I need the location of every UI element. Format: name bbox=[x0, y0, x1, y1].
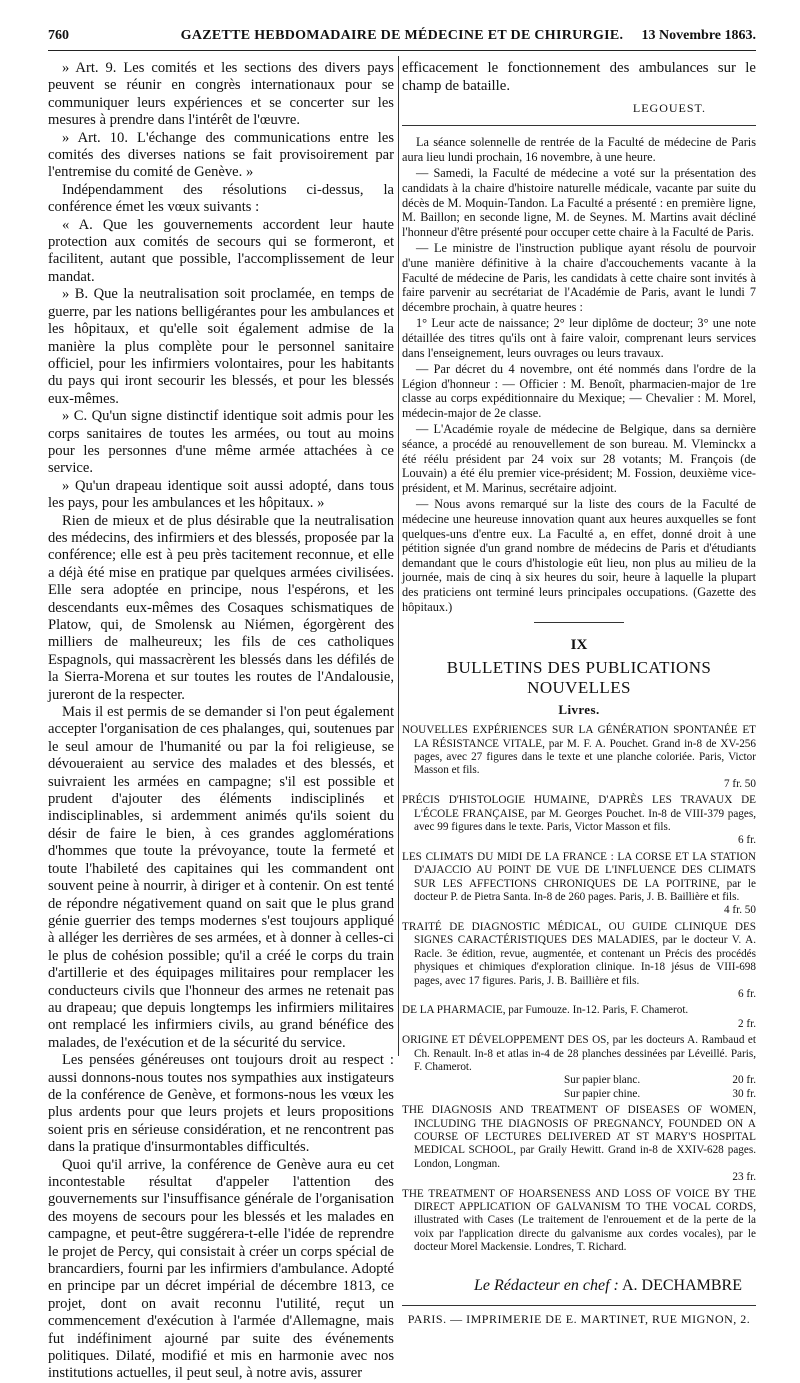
article-paragraph: « A. Que les gouvernements accordent leur haute protection aux comités de secours qui se formeront, et facilitent, autant que possible, l'accomplissement de leur mandat. bbox=[48, 216, 394, 285]
article-paragraph: » Qu'un drapeau identique soit aussi adopté, dans tous les pays, pour les ambulances et les hôpitaux. » bbox=[48, 477, 394, 512]
imprint-rule bbox=[402, 1305, 756, 1306]
news-item: — Nous avons remarqué sur la liste des cours de la Faculté de médecine une heureuse innovation quant aux heures auxquelles se font quelques-uns d'entre eux. La Faculté a, en effet, donné droit à une pétition signée d'un grand nombre de médecins de Paris et d'étudiants demandant que le cours d'histologie eût lieu, non plus au milieu de la journée, mais de cinq à six heures du soir, heure à laquelle la plupart des praticiens ont terminé leurs principales occupations. (Gazette des hôpitaux.) bbox=[402, 497, 756, 614]
right-column bbox=[402, 60, 756, 1326]
article-paragraph: » Art. 9. Les comités et les sections des divers pays peuvent se réunir en congrès internationaux pour se communiquer leurs expériences et se concerter sur les mesures à prendre dans l'intérêt de l'œuvre. bbox=[48, 60, 394, 129]
book-entry bbox=[402, 851, 756, 918]
column-divider bbox=[398, 56, 399, 1056]
news-item: 1° Leur acte de naissance; 2° leur diplôme de docteur; 3° une note détaillée des titres qu'ils ont à faire valoir, comprenant leurs services dans l'enseignement, leurs ouvrages ou leurs travaux. bbox=[402, 316, 756, 360]
editor-label: Le Rédacteur en chef : bbox=[474, 1276, 619, 1294]
book-entry bbox=[402, 1104, 756, 1184]
article-paragraph: » C. Qu'un signe distinctif identique soit admis pour les corps sanitaires de toutes les armées, ou tout au moins pour les personnes d'une même armée attachées à ce service. bbox=[48, 408, 394, 477]
book-description: NOUVELLES EXPÉRIENCES SUR LA GÉNÉRATION SPONTANÉE ET LA RÉSISTANCE VITALE, par M. F. A. Pouchet. Grand in-8 de XV-256 pages, avec 27 figures dans le texte et une planche coloriée. Paris, Victor Masson et fils. bbox=[402, 724, 756, 777]
news-item: — Par décret du 4 novembre, ont été nommés dans l'ordre de la Légion d'honneur : — Officier : M. Benoît, pharmacien-major de 1re classe au corps expéditionnaire du Mexique; — Chevalier : M. Morel, médecin-major de 2e classe. bbox=[402, 362, 756, 420]
news-item: — Samedi, la Faculté de médecine a voté sur la présentation des candidats à la chaire d'histoire naturelle médicale, vacante par suite du décès de M. Moquin-Tandon. La Faculté a présenté : en première ligne, M. Baillon; en seconde ligne, M. de Seynes. M. Martins avait décliné l'honneur d'être présenté pour occuper cette chaire à la Faculté de Paris. bbox=[402, 166, 756, 239]
book-entry bbox=[402, 1004, 756, 1031]
news-items bbox=[402, 135, 756, 614]
book-variant: Sur papier chine. bbox=[564, 1087, 641, 1100]
news-item: La séance solennelle de rentrée de la Faculté de médecine de Paris aura lieu lundi prochain, 16 novembre, à une heure. bbox=[402, 135, 756, 164]
book-entry bbox=[402, 921, 756, 1001]
journal-title: GAZETTE HEBDOMADAIRE DE MÉDECINE ET DE CHIRURGIE. bbox=[180, 28, 624, 43]
article-paragraph: » Art. 10. L'échange des communications entre les comités des diverses nations se fait provisoirement par l'entremise du comité de Genève. » bbox=[48, 129, 394, 181]
editor-line bbox=[402, 1277, 756, 1295]
book-variant: Sur papier blanc. bbox=[564, 1074, 641, 1087]
book-description: THE DIAGNOSIS AND TREATMENT OF DISEASES OF WOMEN, INCLUDING THE DIAGNOSIS OF PREGNANCY, FOUNDED ON A COURSE OF LECTURES DELIVERED AT ST MARY'S HOSPITAL MEDICAL SCHOOL, par Graily Hewitt. Grand in-8 de XXIV-628 pages. London, Longman. bbox=[402, 1104, 756, 1170]
article-paragraph: Rien de mieux et de plus désirable que la neutralisation des médecins, des infirmiers et des blessés, proposée par la conférence; elle est à peu près tacitement reconnue, et elle a déjà été mise en pratique par quelques armées civilisées. Elle sera adoptée en principe, nous l'espérons, et les descendants eux-mêmes des Cosaques schismatiques de Platow, qui, de Smolensk au Niémen, égorgèrent des milliers de malheureux; les fils de ces catholiques Espagnols, qui massacrèrent les blessés dans les défilés de la Sierra-Morena et sur toutes les routes de l'Andalousie, jureront de la respecter. bbox=[48, 512, 394, 703]
editor-name: A. DECHAMBRE bbox=[621, 1276, 742, 1294]
book-list bbox=[402, 724, 756, 1254]
short-rule bbox=[534, 622, 624, 623]
book-description: TRAITÉ DE DIAGNOSTIC MÉDICAL, OU GUIDE CLINIQUE DES SIGNES CARACTÉRISTIQUES DES MALADIES, par le docteur V. A. Racle. 3e édition, revue, augmentée, et contenant un Précis des procédés physiques et chimiques d'exploration clinique. In-18 jésus de VIII-698 pages, avec 17 figures. Paris, J. B. Baillière et fils. bbox=[402, 920, 756, 987]
book-price: 20 fr. bbox=[732, 1074, 756, 1087]
section-subtitle: Livres. bbox=[558, 702, 600, 718]
book-price: 23 fr. bbox=[732, 1171, 756, 1184]
book-price: 2 fr. bbox=[737, 1017, 756, 1030]
page-number: 760 bbox=[48, 28, 69, 43]
printer-imprint: PARIS. — IMPRIMERIE DE E. MARTINET, RUE MIGNON, 2. bbox=[407, 1311, 751, 1326]
book-entry bbox=[402, 1188, 756, 1255]
article-paragraph: Indépendamment des résolutions ci-dessus, la conférence émet les vœux suivants : bbox=[48, 181, 394, 216]
issue-date: 13 Novembre 1863. bbox=[641, 28, 756, 43]
book-description: ORIGINE ET DÉVELOPPEMENT DES OS, par les docteurs A. Rambaud et Ch. Renault. In-8 et atlas in-4 de 28 planches dessinées par Léveillé. Paris, F. Chamerot. bbox=[402, 1034, 756, 1073]
book-description: LES CLIMATS DU MIDI DE LA FRANCE : LA CORSE ET LA STATION D'AJACCIO AU POINT DE VUE DE L'INFLUENCE DES CLIMATS SUR LES AFFECTIONS CHRONIQUES DE LA POITRINE, par le docteur P. de Pietra Santa. In-8 de 260 pages. Paris, J. B. Baillière et fils. bbox=[402, 850, 756, 904]
running-head bbox=[48, 28, 756, 48]
book-price: 4 fr. 50 bbox=[723, 904, 756, 917]
book-price: 7 fr. 50 bbox=[723, 777, 756, 790]
article-paragraph: Mais il est permis de se demander si l'on peut également accepter l'organisation de ces phalanges, qui, soutenues par le seul amour de l'humanité ou par la foi religieuse, se dévoueraient au service des malades et des blessés, et suivraient les armées en campagne; s'il est possible et prudent d'ajouter des éléments indisciplinés et indisciplinables, si ardemment animés qu'ils soient du désir de faire le bien, à ces grandes agglomérations d'hommes que toute la prévoyance, toute la fermeté et toute l'habileté des capitaines qui les commandent ont souvent peine à nourrir, à diriger et à contenir. On est tenté de répondre négativement quand on sait que le plus grand génie guerrier des temps modernes s'est toujours appliqué à alléger les derrières de ses armées, et à donner à celles-ci le plus de cohésion possible; qu'il a créé le corps du train d'artillerie et des équipages militaires pour remplacer les conducteurs civils que l'honneur des armes ne retenait pas au drapeau; que depuis longtemps les infirmiers militaires ont remplacé les infirmiers civils, au grand bénéfice des malades, de l'exécution et de la sécurité du service. bbox=[48, 704, 394, 1051]
book-entry bbox=[402, 1034, 756, 1101]
book-price: 6 fr. bbox=[737, 987, 756, 1000]
section-title: BULLETINS DES PUBLICATIONS NOUVELLES bbox=[446, 658, 712, 698]
section-rule bbox=[402, 125, 756, 126]
header-rule bbox=[48, 50, 756, 51]
book-description: PRÉCIS D'HISTOLOGIE HUMAINE, D'APRÈS LES TRAVAUX DE L'ÉCOLE FRANÇAISE, par M. Georges Pouchet. In-8 de VIII-379 pages, avec 99 figures dans le texte. Paris, Victor Masson et fils. bbox=[402, 794, 756, 834]
news-item: — Le ministre de l'instruction publique ayant résolu de pourvoir d'une manière définitive à la chaire d'accouchements vacante à la Faculté de médecine de Paris, les candidats à cette chaire sont invités à faire parvenir au secrétariat de l'Académie de Paris, avant le lundi 7 décembre prochain, à quatre heures : bbox=[402, 241, 756, 314]
book-price: 6 fr. bbox=[737, 834, 756, 847]
book-price: 30 fr. bbox=[732, 1087, 756, 1100]
section-number: IX bbox=[570, 637, 588, 654]
article-paragraph: Les pensées généreuses ont toujours droit au respect : aussi donnons-nous toutes nos sympathies aux instigateurs de la conférence de Genève, et formons-nous les vœux les plus ardents pour que leurs projets et leurs propositions soient pris en sérieuse considération, et ne rencontrent pas dans la pratique d'insurmontables difficultés. bbox=[48, 1052, 394, 1156]
left-column bbox=[48, 60, 394, 1382]
article-continuation: efficacement le fonctionnement des ambulances sur le champ de bataille. bbox=[402, 60, 756, 94]
book-entry bbox=[402, 794, 756, 848]
article-paragraph: Quoi qu'il arrive, la conférence de Genève aura eu cet incontestable résultat d'appeler l'attention des gouvernements sur l'insuffisance générale de l'organisation des moyens de secours pour les blessés et les malades en campagne, et peut-être suggérera-t-elle l'idée de reprendre le projet de Percy, qui consistait à créer un corps spécial de brancardiers, fourni par les infirmiers d'ambulance. Adopté en principe par un décret impérial de décembre 1813, ce projet, dont on avait reconnu l'utilité, reçut un commencement d'exécution à l'armée d'Allemagne, mais fut indéfiniment ajourné par suite des événements politiques. Dilaté, modifié et mis en harmonie avec nos institutions actuelles, il peut seul, à notre avis, assurer bbox=[48, 1156, 394, 1382]
article-paragraph: » B. Que la neutralisation soit proclamée, en temps de guerre, par les nations belligérantes pour les ambulances et les hôpitaux, et qu'elle soit également admise de la manière la plus complète pour le personnel sanitaire officiel, pour les infirmiers volontaires, pour les habitants du pays qui iront secourir les blessés, et pour les blessés eux-mêmes. bbox=[48, 286, 394, 407]
news-item: — L'Académie royale de médecine de Belgique, dans sa dernière séance, a procédé au renouvellement de son bureau. M. Vleminckx a été réélu président par 24 voix sur 28 votants; M. François (de Louvain) a été élu premier vice-président; M. Fossion, deuxième vice-président, et M. Marinus, secrétaire adjoint. bbox=[402, 422, 756, 495]
book-description: THE TREATMENT OF HOARSENESS AND LOSS OF VOICE BY THE DIRECT APPLICATION OF GALVANISM TO THE VOCAL CORDS, illustrated with Cases (Le traitement de l'enrouement et de la perte de la voix par l'application directe du galvanisme aux cordes vocales), par le docteur Morel Mackensie. Londres, T. Richard. bbox=[402, 1187, 756, 1254]
book-description: DE LA PHARMACIE, par Fumouze. In-12. Paris, F. Chamerot. bbox=[402, 1004, 689, 1017]
author-signature: LEGOUEST. bbox=[632, 101, 706, 116]
book-entry bbox=[402, 724, 756, 791]
